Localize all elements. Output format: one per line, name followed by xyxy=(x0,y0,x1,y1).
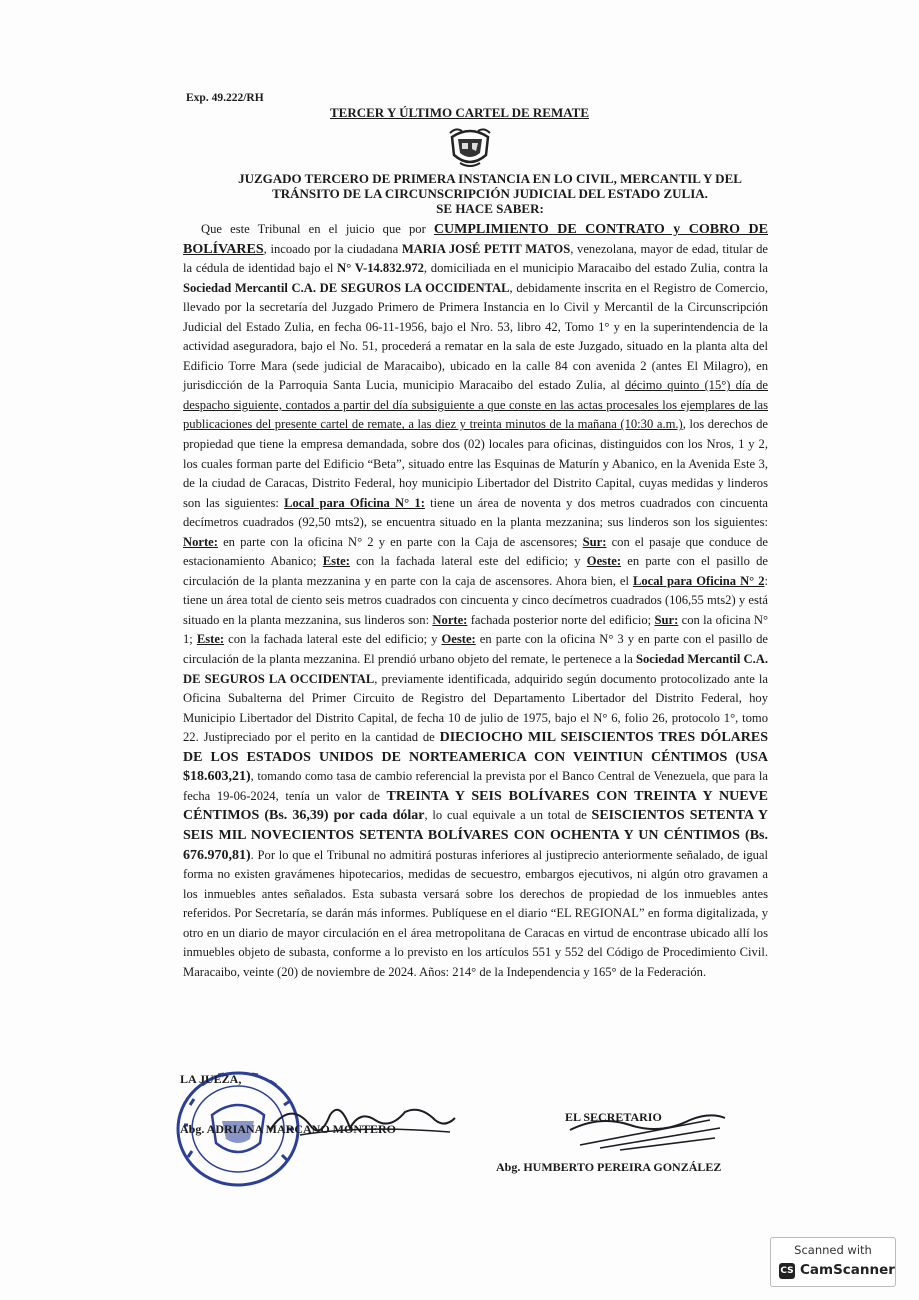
secretary-label: EL SECRETARIO xyxy=(565,1110,662,1124)
body-text: en parte con la oficina N° 2 y en parte con la Caja de ascensores; xyxy=(217,534,583,549)
body-boundary-label: Oeste: xyxy=(441,632,476,647)
body-text: Que este Tribunal en el juicio que por xyxy=(201,222,434,236)
body-text: con la fachada lateral este del edificio; y xyxy=(224,632,442,647)
body-text: con el pasaje que conduce de estacionamiento Abanico; xyxy=(183,534,768,569)
body-text: con la fachada lateral este del edificio; y xyxy=(349,554,587,569)
body-plaintiff: MARIA JOSÉ PETIT MATOS xyxy=(401,241,571,256)
body-boundary-label: Este: xyxy=(322,554,350,569)
body-text: con la oficina N° 1; xyxy=(183,612,769,647)
body-boundary-label: Sur: xyxy=(654,612,679,627)
body-text: , los derechos de propiedad que tiene la empresa demandada, sobre dos (02) locales para oficinas, distinguidos con los Nros, 1 y 2, los cuales forman parte del Edificio “Beta”, situado entre las Esquinas de Maturín y Abanico, en la Avenida Este 3, de la ciudad de Caracas, Distrito Federal, hoy municipio Libertador del Distrito Capital, cuyas medidas y linderos son las siguientes: xyxy=(183,417,768,510)
body-defendant: Sociedad Mercantil C.A. DE SEGUROS LA OCCIDENTAL xyxy=(183,280,510,295)
coat-of-arms-icon xyxy=(446,125,494,171)
body-text: tiene un área de noventa y dos metros cuadrados con cincuenta decímetros cuadrados (92,50 mts2), se encuentra situado en la planta mezzanina; sus linderos son los siguientes: xyxy=(183,495,768,530)
court-line-1: JUZGADO TERCERO DE PRIMERA INSTANCIA EN LO CIVIL, MERCANTIL Y DEL xyxy=(238,171,742,186)
body-boundary-label: Oeste: xyxy=(586,554,622,569)
camscanner-logo-icon: CS xyxy=(779,1263,795,1279)
secretary-name: Abg. HUMBERTO PEREIRA GONZÁLEZ xyxy=(496,1160,722,1174)
body-boundary-label: Norte: xyxy=(432,612,468,627)
judge-name: Abg. ADRIANA MARCANO MONTERO xyxy=(180,1122,397,1136)
watermark-caption: Scanned with xyxy=(794,1243,872,1257)
body-text: , venezolana, mayor de edad, titular de la cédula de identidad bajo el xyxy=(183,241,768,276)
body-boundary-label: Este: xyxy=(196,632,225,647)
court-line-2: TRÁNSITO DE LA CIRCUNSCRIPCIÓN JUDICIAL DEL ESTADO ZULIA. xyxy=(272,186,708,201)
expediente-number: Exp. 49.222/RH xyxy=(186,92,264,104)
body-appraisal-bs: SEISCIENTOS SETENTA Y SEIS MIL NOVECIENTOS SETENTA BOLÍVARES CON OCHENTA Y UN CÉNTIMOS (Bs. 676.970,81) xyxy=(183,808,769,863)
body-text: , previamente identificada, adquirido según documento protocolizado ante la Oficina Subalterna del Primer Circuito de Registro del Departamento Libertador del Distrito Federal, hoy Municipio Libertador del Distrito Capital, de fecha 10 de julio de 1975, bajo el N° 6, folio 26, protocolo 1°, tomo 22. Justipreciado por el perito en la cantidad de xyxy=(183,671,768,745)
body-exchange-rate: TREINTA Y SEIS BOLÍVARES CON TREINTA Y NUEVE CÉNTIMOS (Bs. 36,39) por cada dólar xyxy=(183,788,768,824)
body-text: , incoado por la ciudadana xyxy=(263,241,402,256)
body-text: , tomando como tasa de cambio referencial la prevista por el Banco Central de Venezuela, que para la fecha 19-06-2024, tenía un valor de xyxy=(183,769,768,803)
body-text: en parte con la oficina N° 3 y en parte con el pasillo de circulación de la planta mezzanina. El prendió urbano objeto del remate, le pertenece a la xyxy=(183,632,768,667)
body-appraisal-usd: DIECIOCHO MIL SEISCIENTOS TRES DÓLARES DE LOS ESTADOS UNIDOS DE NORTEAMERICA CON VEINTIUN CÉNTIMOS (USA $18.603,21) xyxy=(183,730,768,785)
body-text: , lo cual equivale a un total de xyxy=(424,808,592,823)
body-text: fachada posterior norte del edificio; xyxy=(467,612,655,627)
body-text: : tiene un área total de ciento seis metros cuadrados con cincuenta y cinco decímetros cuadrados (106,55 mts2) y está situado en la planta mezzanina, sus linderos son: xyxy=(183,573,768,627)
body-boundary-label: Sur: xyxy=(582,534,607,549)
document-title: TERCER Y ÚLTIMO CARTEL DE REMATE xyxy=(330,105,589,120)
court-line-3: SE HACE SABER: xyxy=(436,201,544,216)
body-id-number: N° V-14.832.972 xyxy=(337,261,424,276)
judge-label: LA JUEZA, xyxy=(180,1072,242,1086)
body-owner: Sociedad Mercantil C.A. DE SEGUROS LA OCCIDENTAL xyxy=(183,652,768,686)
body-office-2-heading: Local para Oficina N° 2 xyxy=(632,573,765,588)
camscanner-watermark xyxy=(770,1237,896,1287)
body-office-1-heading: Local para Oficina N° 1: xyxy=(284,495,425,510)
body-text: , domiciliada en el municipio Maracaibo del estado Zulia, contra la xyxy=(423,261,769,276)
secretary-signature-icon xyxy=(560,1100,730,1160)
body-case-type: CUMPLIMIENTO DE CONTRATO y COBRO DE BOLÍVARES xyxy=(183,222,768,257)
court-heading xyxy=(190,171,790,216)
body-text: . Por lo que el Tribunal no admitirá posturas inferiores al justiprecio anteriormente señalado, de igual forma no existen gravámenes hipotecarios, medidas de secuestro, embargos ejecutivos, ni algún otro gravamen a los inmuebles antes señalados. Esta subasta versará sobre los derechos de propiedad de los inmuebles antes referidos. Por Secretaría, se darán más informes. Publíquese en el diario “EL REGIONAL” en forma digitalizada, y otro en un diario de mayor circulación en el área metropolitana de Caracas en virtud de encontrase ubicado allí los inmuebles objeto de subasta, conforme a lo previsto en los artículos 551 y 552 del Código de Procedimiento Civil. Maracaibo, veinte (20) de noviembre de 2024. Años: 214° de la Independencia y 165° de la Federación. xyxy=(183,847,768,979)
body-text: , debidamente inscrita en el Registro de Comercio, llevado por la secretaría del Juzgado Primero de Primera Instancia en lo Civil y Mercantil de la Circunscripción Judicial del Estado Zulia, en fecha 06-11-1956, bajo el Nro. 53, libro 42, Tomo 1° y en la superintendencia de la actividad aseguradora, bajo el No. 51, procederá a rematar en la sala de este Juzgado, situado en la planta alta del Edificio Torre Mara (sede judicial de Maracaibo), ubicado en la calle 84 con avenida 2 (antes El Milagro), en jurisdicción de la Parroquia Santa Lucia, municipio Maracaibo del estado Zulia, al xyxy=(183,280,768,393)
notice-body xyxy=(183,220,768,982)
body-text: en parte con el pasillo de circulación de la planta mezzanina y en parte con la caja de ascensores. Ahora bien, el xyxy=(183,554,769,588)
body-boundary-label: Norte: xyxy=(183,534,218,549)
watermark-brand: CamScanner xyxy=(800,1262,895,1278)
body-auction-date: décimo quinto (15°) día de despacho siguiente, contados a partir del día subsiguiente a que conste en las actas procesales los ejemplares de las publicaciones del presente cartel de remate, a las diez y treinta minutos de la mañana (10:30 a.m.) xyxy=(183,378,768,432)
judge-signature-icon xyxy=(260,1090,460,1150)
